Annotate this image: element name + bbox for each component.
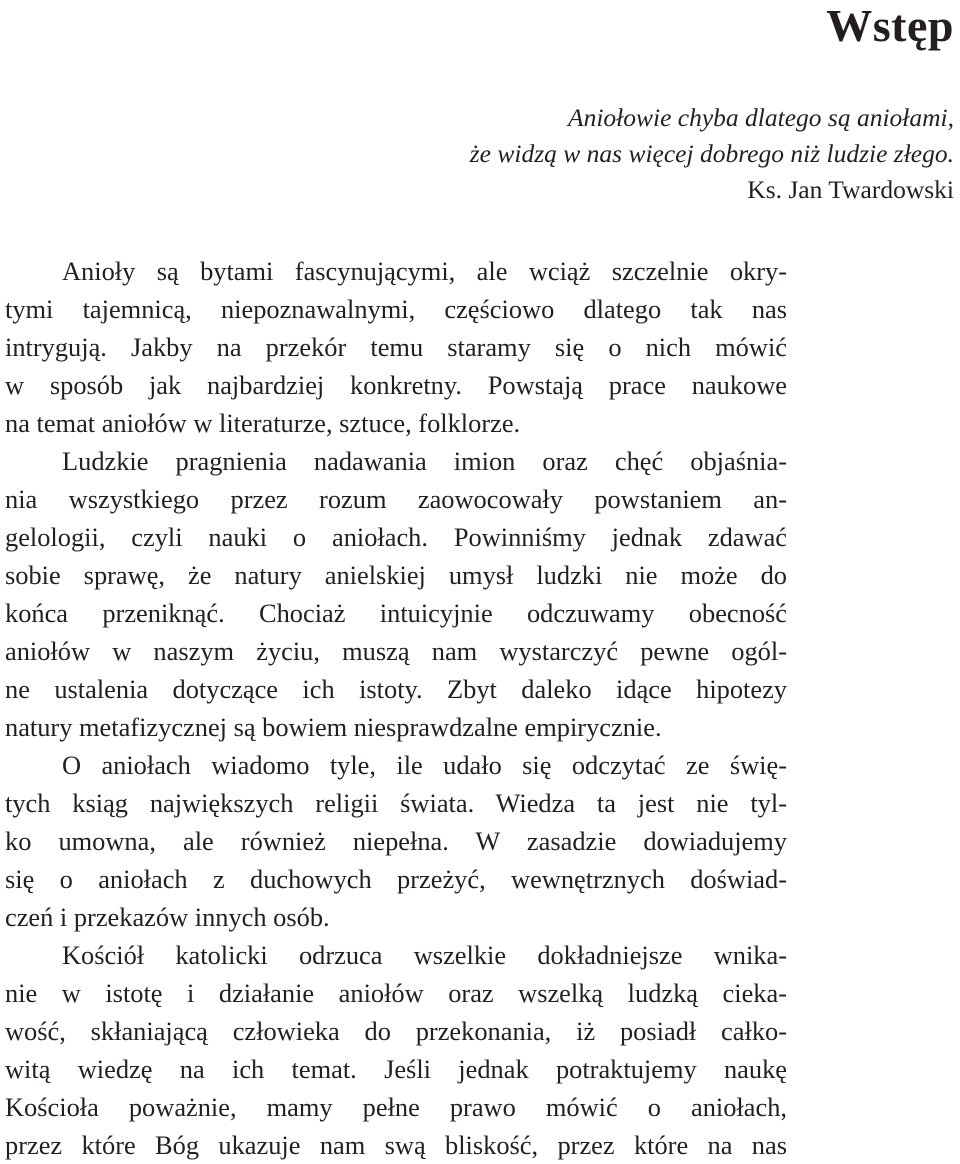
paragraph-line: przez które Bóg ukazuje nam swą bliskość, przez które na nas xyxy=(5,1130,787,1160)
paragraph-line: końca przeniknąć. Chociaż intuicyjnie odczuwamy obecność xyxy=(5,598,787,628)
chapter-title: Wstęp xyxy=(826,0,954,51)
paragraph-line: wość, skłaniającą człowieka do przekonania, iż posiadł całko- xyxy=(5,1016,787,1046)
paragraph-line: na temat aniołów w literaturze, sztuce, folklorze. xyxy=(5,408,521,438)
paragraph-line: Anioły są bytami fascynującymi, ale wciąż szczelnie okry- xyxy=(62,256,787,286)
paragraph-line: ne ustalenia dotyczące ich istoty. Zbyt daleko idące hipotezy xyxy=(5,674,787,704)
epigraph-line: że widzą w nas więcej dobrego niż ludzie złego. xyxy=(469,139,954,168)
paragraph-line: intrygują. Jakby na przekór temu staramy się o nich mówić xyxy=(5,332,787,362)
paragraph-line: ko umowna, ale również niepełna. W zasadzie dowiadujemy xyxy=(5,826,787,856)
paragraph-line: tymi tajemnicą, niepoznawalnymi, częściowo dlatego tak nas xyxy=(5,294,787,324)
paragraph-line: sobie sprawę, że natury anielskiej umysł ludzki nie może do xyxy=(5,560,787,590)
paragraph-line: Ludzkie pragnienia nadawania imion oraz chęć objaśnia- xyxy=(62,446,787,476)
paragraph-line: nia wszystkiego przez rozum zaowocowały powstaniem an- xyxy=(5,484,787,514)
paragraph-line: gelologii, czyli nauki o aniołach. Powinniśmy jednak zdawać xyxy=(5,522,787,552)
paragraph-line: nie w istotę i działanie aniołów oraz wszelką ludzką cieka- xyxy=(5,978,787,1008)
epigraph-line: Aniołowie chyba dlatego są aniołami, xyxy=(568,103,954,132)
paragraph-line: się o aniołach z duchowych przeżyć, wewnętrznych doświad- xyxy=(5,864,787,894)
paragraph-line: tych ksiąg największych religii świata. Wiedza ta jest nie tyl- xyxy=(5,788,787,818)
paragraph-line: natury metafizycznej są bowiem niesprawdzalne empirycznie. xyxy=(5,712,662,742)
epigraph-author: Ks. Jan Twardowski xyxy=(747,175,954,204)
paragraph-line: aniołów w naszym życiu, muszą nam wystarczyć pewne ogól- xyxy=(5,636,787,666)
paragraph-line: O aniołach wiadomo tyle, ile udało się odczytać ze świę- xyxy=(62,750,787,780)
paragraph-line: Kościół katolicki odrzuca wszelkie dokładniejsze wnika- xyxy=(62,940,787,970)
paragraph-line: witą wiedzę na ich temat. Jeśli jednak potraktujemy naukę xyxy=(5,1054,787,1084)
paragraph-line: w sposób jak najbardziej konkretny. Powstają prace naukowe xyxy=(5,370,787,400)
paragraph-line: Kościoła poważnie, mamy pełne prawo mówić o aniołach, xyxy=(5,1092,787,1122)
paragraph-line: czeń i przekazów innych osób. xyxy=(5,902,330,932)
